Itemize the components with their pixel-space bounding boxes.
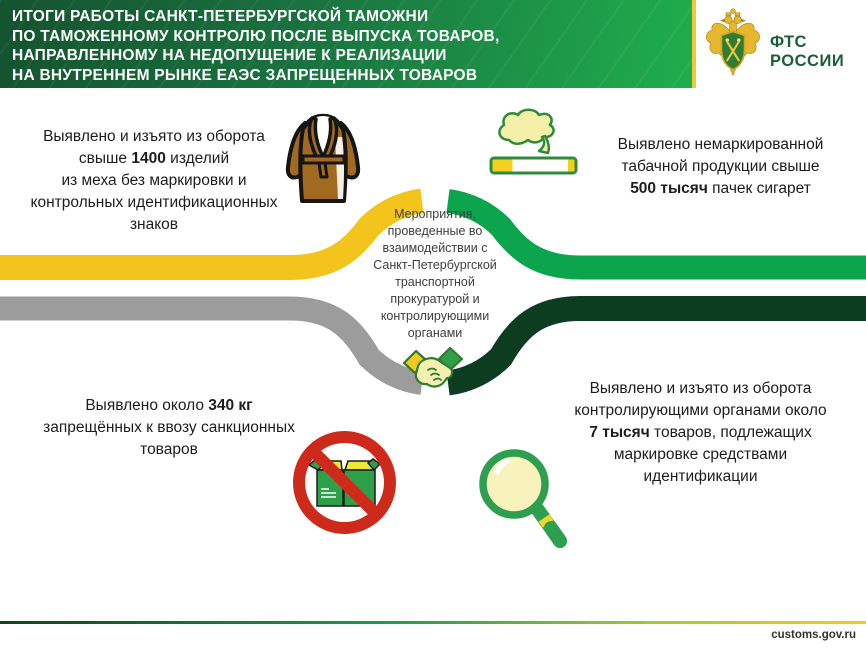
stat-fur-text: Выявлено и изъято из оборота свыше 1400 изделий из меха без маркировки и контрольных идентификационных знаков — [30, 128, 278, 233]
fts-logo-text — [770, 33, 844, 71]
footer-gradient-line — [0, 621, 866, 624]
fts-eagle-emblem-icon — [704, 7, 762, 79]
title-line-1: ИТОГИ РАБОТЫ САНКТ-ПЕТЕРБУРГСКОЙ ТАМОЖНИ — [12, 8, 429, 25]
footer-website-link[interactable]: customs.gov.ru — [771, 629, 856, 641]
prohibited-box-icon — [288, 426, 401, 539]
fts-logo-line2: РОССИИ — [770, 52, 845, 70]
fur-coat-icon — [283, 107, 363, 207]
cigarette-icon — [489, 106, 579, 186]
title-line-4: НА ВНУТРЕННЕМ РЫНКЕ ЕАЭС ЗАПРЕЩЕННЫХ ТОВАРОВ — [12, 66, 478, 84]
fts-logo-line1: ФТС — [770, 33, 807, 51]
stat-tobacco-text: Выявлено немаркированной табачной продукции свыше 500 тысяч пачек сигарет — [617, 136, 824, 197]
fts-logo — [696, 0, 866, 88]
title-line-3: НАПРАВЛЕННОМУ НА НЕДОПУЩЕНИЕ К РЕАЛИЗАЦИИ — [12, 47, 447, 64]
stat-sanctioned-text: Выявлено около 340 кг запрещённых к ввозу санкционных товаров — [43, 397, 295, 458]
slide-title — [12, 7, 500, 85]
center-circle-label: Мероприятия, проведенные во взаимодействии с Санкт-Петербургской транспортной прокуратурой и контролирующими органами — [373, 207, 497, 340]
magnifier-icon — [476, 446, 572, 550]
stat-marking-text: Выявлено и изъято из оборота контролирующими органами около 7 тысяч товаров, подлежащих маркировке средствами идентификации — [574, 380, 827, 485]
title-line-2: ПО ТАМОЖЕННОМУ КОНТРОЛЮ ПОСЛЕ ВЫПУСКА ТОВАРОВ, — [12, 27, 500, 45]
header-green-panel — [0, 0, 692, 88]
header-banner — [0, 0, 866, 88]
handshake-icon — [401, 344, 465, 396]
